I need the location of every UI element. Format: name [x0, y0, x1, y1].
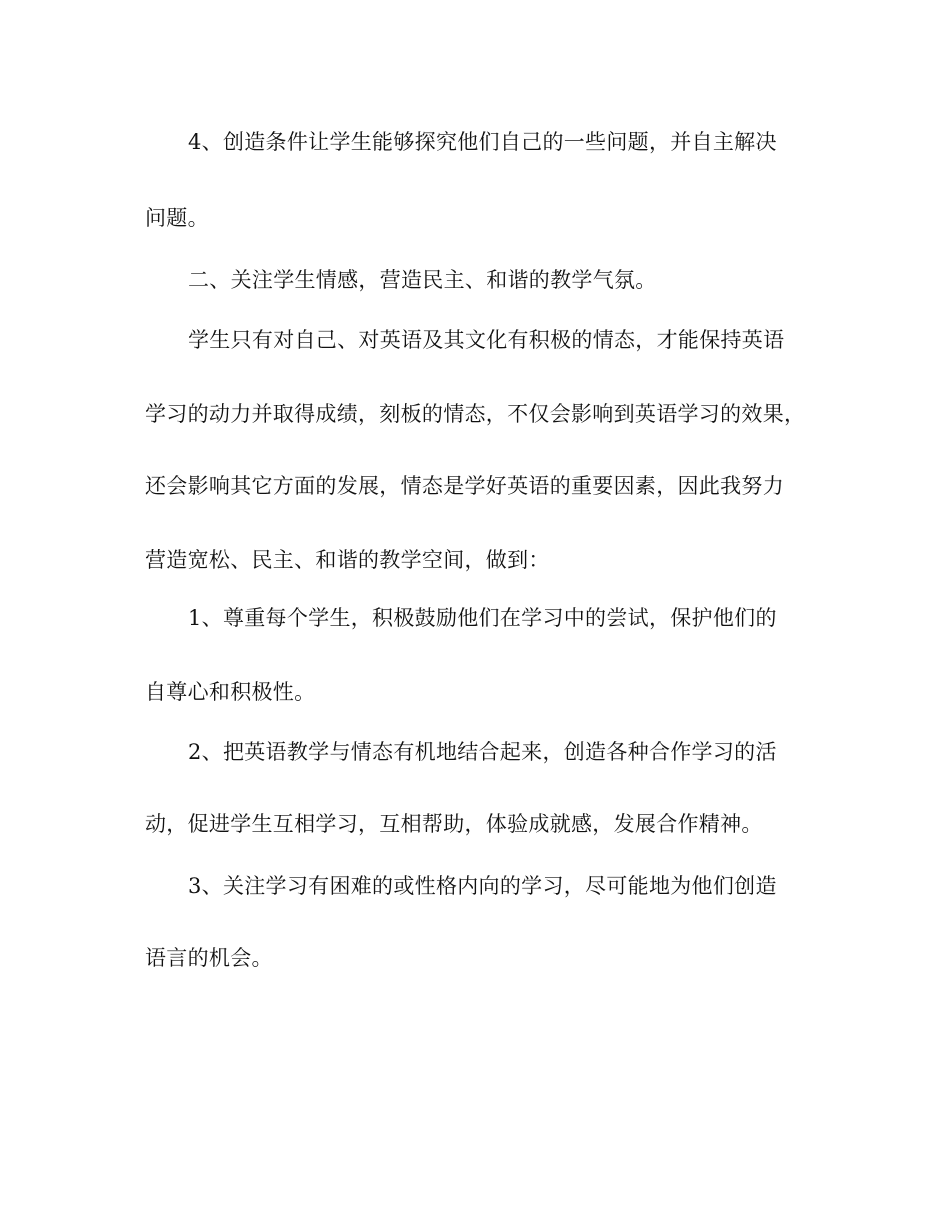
paragraph-line: 还会影响其它方面的发展，情态是学好英语的重要因素，因此我努力 — [145, 474, 784, 498]
paragraph-line: 学生只有对自己、对英语及其文化有积极的情态，才能保持英语 — [188, 328, 785, 352]
paragraph-line: 3、关注学习有困难的或性格内向的学习，尽可能地为他们创造 — [188, 874, 777, 898]
paragraph-line: 动，促进学生互相学习，互相帮助，体验成就感，发展合作精神。 — [145, 812, 763, 836]
paragraph-line: 语言的机会。 — [145, 946, 273, 970]
paragraph-line: 2、把英语教学与情态有机地结合起来，创造各种合作学习的活 — [188, 740, 777, 764]
paragraph-line: 问题。 — [145, 206, 209, 230]
paragraph-line: 1、尊重每个学生，积极鼓励他们在学习中的尝试，保护他们的 — [188, 606, 777, 630]
paragraph-line: 4、创造条件让学生能够探究他们自己的一些问题，并自主解决 — [188, 130, 777, 154]
paragraph-line: 自尊心和积极性。 — [145, 680, 316, 704]
section-heading: 二、关注学生情感，营造民主、和谐的教学气氛。 — [188, 268, 657, 292]
paragraph-line: 营造宽松、民主、和谐的教学空间，做到： — [145, 548, 550, 572]
paragraph-line: 学习的动力并取得成绩，刻板的情态，不仅会影响到英语学习的效果， — [145, 402, 806, 426]
